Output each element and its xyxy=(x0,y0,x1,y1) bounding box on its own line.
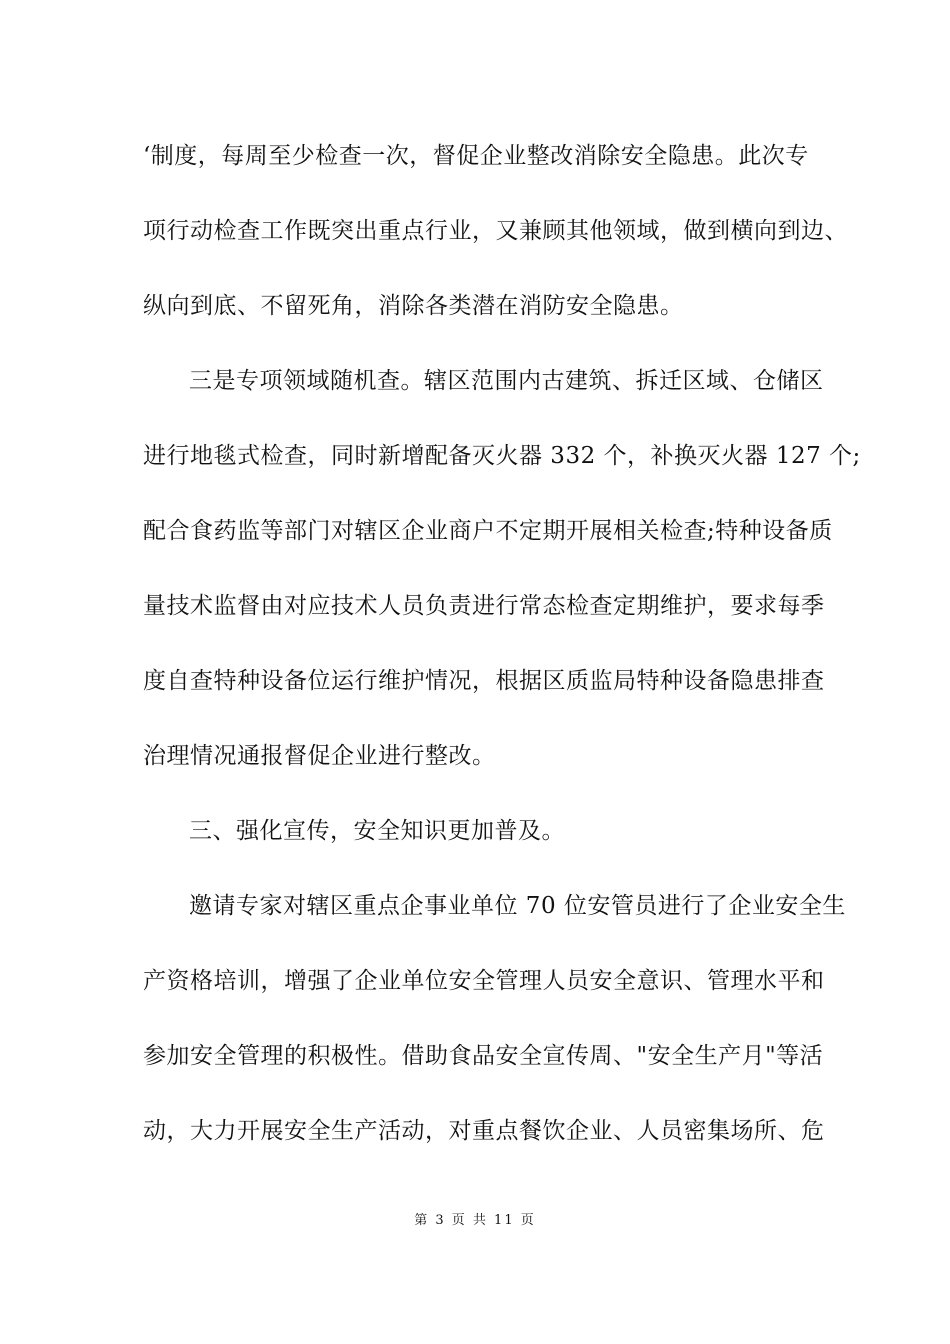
text-line: 量技术监督由对应技术人员负责进行常态检查定期维护，要求每季 xyxy=(143,593,825,619)
paragraph-start-line: 三是专项领域随机查。辖区范围内古建筑、拆迁区域、仓储区 xyxy=(189,368,824,394)
text-line: 治理情况通报督促企业进行整改。 xyxy=(143,743,496,769)
body-text xyxy=(143,134,861,1184)
text-line: 进行地毯式检查，同时新增配备灭火器 332 个，补换灭火器 127 个; xyxy=(143,443,861,469)
page-number-footer: 第 3 页 共 11 页 xyxy=(414,1213,536,1228)
text-line: 度自查特种设备位运行维护情况，根据区质监局特种设备隐患排查 xyxy=(143,668,825,694)
text-line: 动，大力开展安全生产活动，对重点餐饮企业、人员密集场所、危 xyxy=(143,1118,825,1144)
text-line: 产资格培训，增强了企业单位安全管理人员安全意识、管理水平和 xyxy=(143,968,825,994)
text-line: 参加安全管理的积极性。借助食品安全宣传周、"安全生产月"等活 xyxy=(143,1043,824,1069)
section-heading: 三、强化宣传，安全知识更加普及。 xyxy=(189,818,565,844)
text-line: 纵向到底、不留死角，消除各类潜在消防安全隐患。 xyxy=(143,293,684,319)
text-line: ‘制度，每周至少检查一次，督促企业整改消除安全隐患。此次专 xyxy=(143,143,809,169)
text-line: 项行动检查工作既突出重点行业，又兼顾其他领域，做到横向到边、 xyxy=(143,218,848,244)
text-line: 配合食药监等部门对辖区企业商户不定期开展相关检查;特种设备质 xyxy=(143,518,833,544)
paragraph-start-line: 邀请专家对辖区重点企事业单位 70 位安管员进行了企业安全生 xyxy=(189,893,846,919)
